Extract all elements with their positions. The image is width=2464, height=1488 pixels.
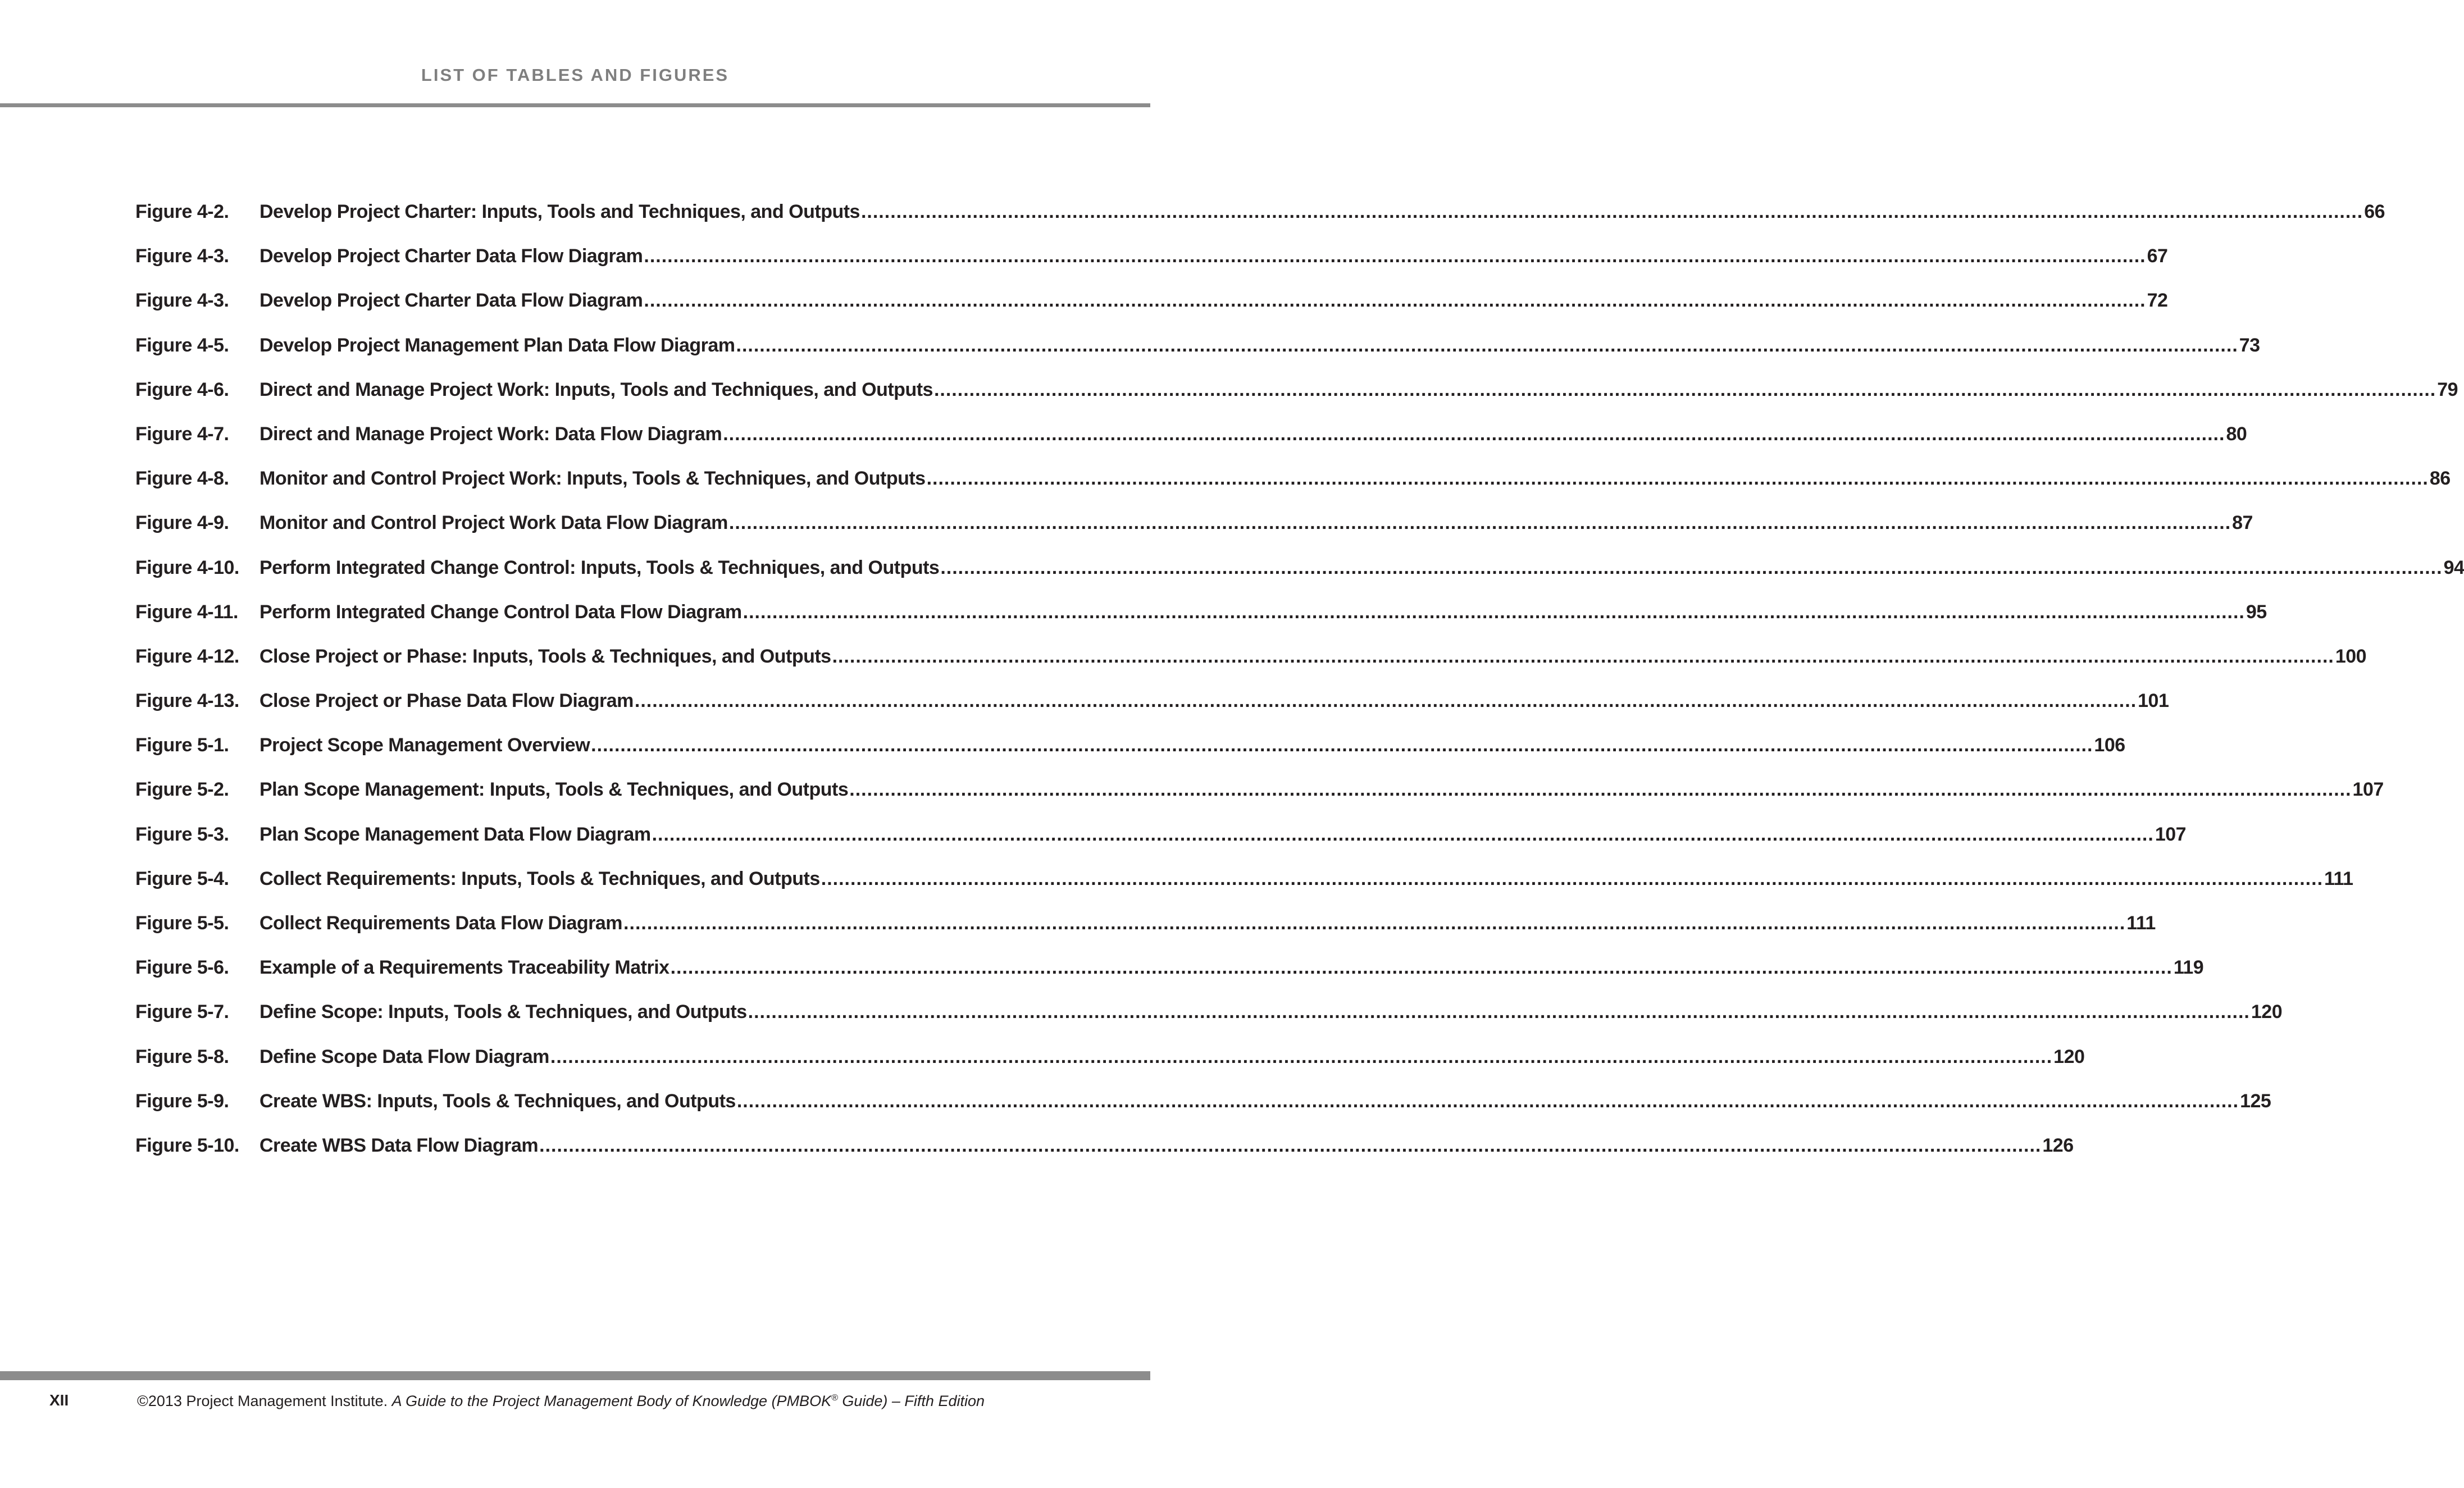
dot-leader bbox=[927, 468, 2429, 490]
toc-entry bbox=[135, 645, 2367, 690]
page-number: 120 bbox=[2251, 1001, 2283, 1023]
figure-title: Close Project or Phase Data Flow Diagram bbox=[259, 690, 634, 712]
dot-leader bbox=[550, 1046, 2052, 1068]
figure-number: Figure 4-9. bbox=[135, 512, 229, 534]
figure-title: Perform Integrated Change Control: Inputs, Tools & Techniques, and Outputs bbox=[259, 556, 940, 578]
dot-leader bbox=[737, 1090, 2239, 1112]
toc-entry bbox=[135, 334, 2260, 379]
toc-entry bbox=[135, 378, 2458, 423]
toc-entry bbox=[135, 423, 2247, 468]
toc-entry bbox=[135, 601, 2267, 646]
figure-number: Figure 4-6. bbox=[135, 378, 229, 400]
footer-copyright bbox=[137, 1393, 985, 1410]
page-number: 95 bbox=[2246, 601, 2267, 623]
figure-number: Figure 5-7. bbox=[135, 1001, 229, 1023]
page-number: 125 bbox=[2240, 1090, 2271, 1112]
figure-number: Figure 4-8. bbox=[135, 468, 229, 490]
dot-leader bbox=[671, 957, 2172, 979]
dot-leader bbox=[736, 335, 2238, 357]
figure-title: Plan Scope Management Data Flow Diagram bbox=[259, 823, 651, 845]
figure-title: Monitor and Control Project Work Data Flow Diagram bbox=[259, 512, 728, 534]
figure-title: Define Scope Data Flow Diagram bbox=[259, 1046, 549, 1067]
dot-leader bbox=[832, 646, 2334, 668]
registered-mark: ® bbox=[831, 1393, 838, 1403]
figure-title: Example of a Requirements Traceability Matrix bbox=[259, 957, 669, 979]
toc-entry bbox=[135, 290, 2168, 334]
toc-entry bbox=[135, 201, 2385, 245]
page-number: 106 bbox=[2094, 734, 2125, 756]
page-number: 101 bbox=[2138, 690, 2169, 712]
page-number: 107 bbox=[2352, 779, 2384, 801]
figure-number: Figure 4-13. bbox=[135, 690, 239, 712]
page-number: 79 bbox=[2437, 378, 2458, 400]
toc-entry bbox=[135, 1090, 2271, 1135]
figure-list bbox=[135, 201, 2464, 1179]
copyright-notice: ©2013 Project Management Institute. bbox=[137, 1393, 392, 1409]
toc-entry bbox=[135, 690, 2169, 734]
figure-number: Figure 5-5. bbox=[135, 912, 229, 934]
toc-entry bbox=[135, 556, 2464, 601]
figure-number: Figure 4-11. bbox=[135, 601, 238, 623]
dot-leader bbox=[748, 1001, 2250, 1023]
figure-title: Project Scope Management Overview bbox=[259, 734, 590, 756]
page-number: 87 bbox=[2232, 512, 2253, 534]
book-title-main: A Guide to the Project Management Body of Knowledge (PMBOK bbox=[391, 1393, 832, 1409]
figure-number: Figure 5-10. bbox=[135, 1134, 239, 1156]
figure-title: Develop Project Charter Data Flow Diagram bbox=[259, 245, 643, 267]
figure-number: Figure 5-3. bbox=[135, 823, 229, 845]
figure-number: Figure 4-7. bbox=[135, 423, 229, 445]
page-number: 120 bbox=[2053, 1046, 2085, 1067]
figure-title: Monitor and Control Project Work: Inputs, Tools & Techniques, and Outputs bbox=[259, 468, 926, 490]
dot-leader bbox=[821, 868, 2323, 890]
figure-title: Perform Integrated Change Control Data Flow Diagram bbox=[259, 601, 742, 623]
figure-number: Figure 5-8. bbox=[135, 1046, 229, 1067]
page-number: 111 bbox=[2324, 868, 2353, 889]
page-folio: XII bbox=[49, 1391, 69, 1409]
dot-leader bbox=[729, 512, 2231, 534]
figure-number: Figure 5-9. bbox=[135, 1090, 229, 1112]
toc-entry bbox=[135, 512, 2253, 556]
dot-leader bbox=[623, 912, 2125, 934]
toc-entry bbox=[135, 868, 2353, 912]
page-number: 86 bbox=[2429, 468, 2451, 490]
figure-number: Figure 4-3. bbox=[135, 290, 229, 312]
dot-leader bbox=[644, 245, 2146, 267]
toc-entry bbox=[135, 912, 2156, 957]
page-number: 111 bbox=[2126, 912, 2156, 934]
page-number: 80 bbox=[2226, 423, 2247, 445]
page-number: 107 bbox=[2155, 823, 2187, 845]
dot-leader bbox=[934, 379, 2436, 401]
figure-number: Figure 4-2. bbox=[135, 201, 229, 222]
page-number: 67 bbox=[2147, 245, 2168, 267]
figure-number: Figure 4-10. bbox=[135, 556, 239, 578]
figure-title: Develop Project Charter Data Flow Diagram bbox=[259, 290, 643, 312]
figure-number: Figure 5-4. bbox=[135, 868, 229, 889]
toc-entry bbox=[135, 1046, 2085, 1090]
figure-title: Create WBS Data Flow Diagram bbox=[259, 1134, 539, 1156]
dot-leader bbox=[635, 690, 2137, 712]
page-number: 126 bbox=[2042, 1134, 2074, 1156]
figure-number: Figure 5-6. bbox=[135, 957, 229, 979]
book-title-edition: Guide) – Fifth Edition bbox=[837, 1393, 985, 1409]
page-number: 73 bbox=[2239, 334, 2260, 356]
dot-leader bbox=[849, 779, 2351, 801]
figure-title: Develop Project Management Plan Data Flow Diagram bbox=[259, 334, 735, 356]
header-rule bbox=[0, 103, 1150, 107]
dot-leader bbox=[591, 734, 2093, 756]
dot-leader bbox=[940, 557, 2442, 579]
figure-number: Figure 5-1. bbox=[135, 734, 229, 756]
figure-title: Close Project or Phase: Inputs, Tools & Techniques, and Outputs bbox=[259, 645, 831, 667]
toc-entry bbox=[135, 823, 2187, 868]
dot-leader bbox=[644, 290, 2146, 312]
toc-entry bbox=[135, 1134, 2074, 1179]
footer-rule bbox=[0, 1371, 1150, 1380]
page-number: 119 bbox=[2173, 957, 2204, 979]
toc-entry bbox=[135, 957, 2204, 1001]
figure-number: Figure 5-2. bbox=[135, 779, 229, 801]
figure-title: Create WBS: Inputs, Tools & Techniques, and Outputs bbox=[259, 1090, 736, 1112]
dot-leader bbox=[539, 1135, 2041, 1157]
page-number: 94 bbox=[2443, 556, 2464, 578]
figure-number: Figure 4-3. bbox=[135, 245, 229, 267]
dot-leader bbox=[652, 824, 2154, 846]
toc-entry bbox=[135, 1001, 2283, 1046]
figure-title: Collect Requirements Data Flow Diagram bbox=[259, 912, 623, 934]
figure-title: Develop Project Charter: Inputs, Tools and Techniques, and Outputs bbox=[259, 201, 860, 222]
figure-title: Define Scope: Inputs, Tools & Techniques, and Outputs bbox=[259, 1001, 747, 1023]
book-title bbox=[392, 1393, 985, 1409]
figure-title: Collect Requirements: Inputs, Tools & Techniques, and Outputs bbox=[259, 868, 820, 889]
toc-entry bbox=[135, 779, 2384, 823]
figure-number: Figure 4-12. bbox=[135, 645, 239, 667]
figure-title: Direct and Manage Project Work: Data Flow Diagram bbox=[259, 423, 722, 445]
figure-title: Direct and Manage Project Work: Inputs, Tools and Techniques, and Outputs bbox=[259, 378, 933, 400]
dot-leader bbox=[861, 201, 2363, 223]
toc-entry bbox=[135, 734, 2125, 779]
figure-title: Plan Scope Management: Inputs, Tools & Techniques, and Outputs bbox=[259, 779, 849, 801]
dot-leader bbox=[723, 423, 2225, 445]
toc-entry bbox=[135, 245, 2168, 290]
page-number: 72 bbox=[2147, 290, 2168, 312]
dot-leader bbox=[743, 601, 2245, 623]
figure-number: Figure 4-5. bbox=[135, 334, 229, 356]
page-number: 100 bbox=[2335, 645, 2367, 667]
running-header: LIST OF TABLES AND FIGURES bbox=[421, 65, 730, 85]
toc-entry bbox=[135, 468, 2451, 512]
page-number: 66 bbox=[2364, 201, 2385, 222]
